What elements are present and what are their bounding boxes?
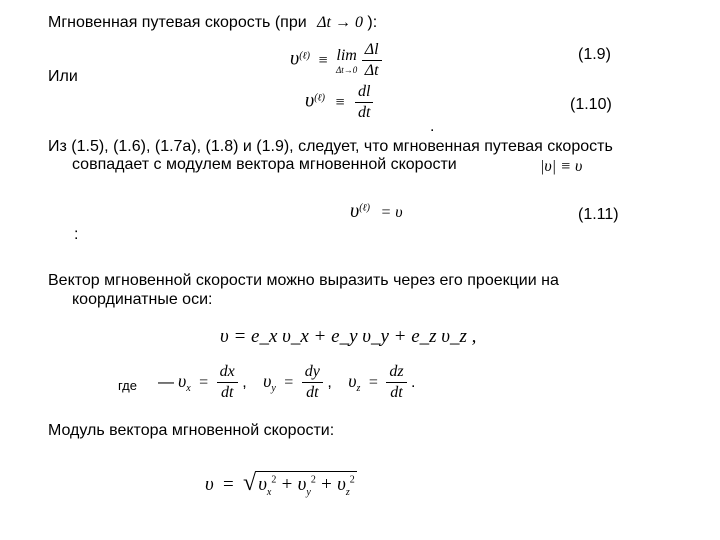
term-1-sub: x [266, 486, 272, 498]
comp-eq: = [199, 373, 209, 391]
sqrt-icon: √ [243, 470, 257, 496]
comp-lhs: υ [178, 370, 187, 391]
fraction-num: dl [355, 84, 373, 103]
limit [336, 47, 357, 75]
comp-sep: , [327, 373, 332, 391]
gde-label: где [118, 378, 137, 393]
comp-sub: y [271, 382, 276, 394]
term-1-sq: 2 [271, 474, 277, 486]
eq-sup: (ℓ) [314, 92, 326, 104]
eq-label-1-10: (1.10) [570, 96, 612, 113]
comp-sub: x [186, 382, 191, 394]
component-y [263, 363, 336, 401]
comp-end: . [411, 373, 416, 391]
comp-eq: = [284, 373, 294, 391]
term-2-sub: y [306, 486, 311, 498]
paragraph-3: Модуль вектора мгновенной скорости: [48, 422, 335, 439]
term-1: υ [258, 474, 267, 495]
plus-2: + [321, 474, 332, 495]
fraction [355, 84, 373, 121]
component-equations [178, 364, 416, 401]
eq-lhs: υ [305, 89, 315, 112]
fraction [217, 364, 238, 401]
eq-sign: ≡ [318, 51, 328, 69]
eq-label-1-9: (1.9) [578, 46, 611, 63]
lim-sub: Δt→0 [335, 64, 358, 75]
plus-1: + [281, 474, 293, 495]
vector-equation: υ = e_x υ_x + e_y υ_y + e_z υ_z , [220, 326, 477, 347]
equation-1-11 [350, 200, 403, 223]
paragraph-2-line-2: координатные оси: [72, 291, 213, 308]
eq-rhs: = υ [380, 204, 403, 221]
term-3: υ [337, 474, 346, 495]
intro-line [48, 14, 377, 32]
paragraph-2-line-1: Вектор мгновенной скорости можно выразить через его проекции на [48, 272, 559, 289]
comp-lhs: υ [348, 370, 357, 391]
limit-condition: Δt → 0 [317, 14, 363, 31]
component-x [178, 363, 251, 401]
fraction-den: Δt [364, 62, 379, 79]
fraction [362, 42, 382, 79]
gde-dash: — [158, 374, 174, 391]
paragraph-1-line-1: Из (1.5), (1.6), (1.7а), (1.8) и (1.9), следует, что мгновенная путевая скорость [48, 138, 613, 155]
fraction-num: Δl [362, 42, 382, 61]
equation-1-10 [305, 84, 373, 121]
term-3-sub: z [345, 486, 350, 498]
eq-lhs: υ [290, 47, 300, 70]
modulus-equation [205, 470, 357, 498]
eq-sup: (ℓ) [299, 50, 311, 62]
mod-lhs: υ [205, 474, 214, 495]
fraction-num: dy [302, 364, 323, 383]
eq-sign: ≡ [335, 93, 345, 111]
fraction-den: dt [306, 384, 319, 401]
equation-1-9 [290, 42, 382, 79]
comp-sub: z [356, 382, 361, 394]
lim-word: lim [336, 46, 357, 64]
fraction [302, 364, 323, 401]
fraction-den: dt [220, 384, 234, 401]
eq-sup: (ℓ) [359, 202, 371, 214]
fraction-num: dx [217, 364, 238, 383]
paragraph-1-line-2: совпадает с модулем вектора мгновенной скорости [72, 156, 457, 173]
radicand [256, 471, 357, 498]
comp-lhs: υ [263, 370, 272, 391]
eq-label-1-11: (1.11) [578, 206, 619, 223]
intro-text: Мгновенная путевая скорость (при [48, 14, 307, 31]
colon: : [74, 226, 79, 243]
eq-lhs: υ [350, 200, 360, 222]
fraction [386, 364, 406, 401]
intro-close: ): [367, 14, 378, 31]
mod-eq: = [223, 474, 234, 495]
period: . [430, 118, 435, 135]
term-2-sq: 2 [310, 474, 316, 486]
fraction-den: dt [357, 104, 371, 121]
comp-sep: , [242, 373, 247, 391]
fraction-num: dz [386, 364, 406, 383]
inline-formula: |υ| ≡ υ [540, 158, 583, 175]
component-z [348, 363, 416, 401]
fraction-den: dt [390, 384, 403, 401]
ili-text: Или [48, 68, 78, 85]
term-2: υ [297, 474, 307, 495]
term-3-sq: 2 [349, 474, 355, 486]
comp-eq: = [368, 373, 378, 391]
